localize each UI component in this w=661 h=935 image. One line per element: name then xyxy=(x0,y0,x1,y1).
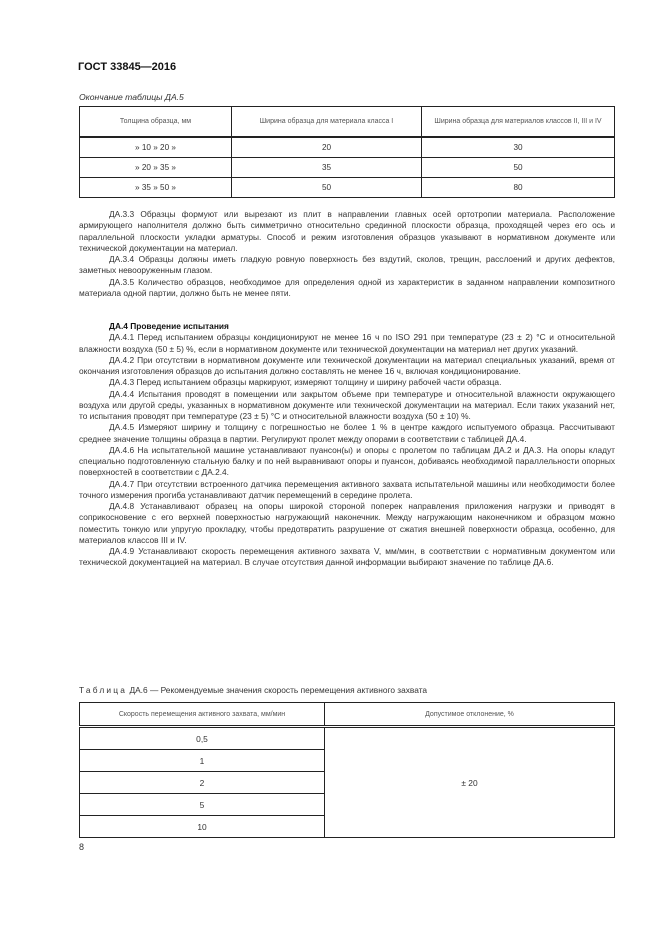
table-row xyxy=(80,158,615,178)
caption-text: ДА.6 — Рекомендуемые значения скорость перемещения активного захвата xyxy=(129,685,428,695)
paragraph: ДА.4.7 При отсутствии встроенного датчика перемещения активного захвата испытательной машины или необходимости более точного измерения прогиба устанавливают датчик перемещений в середине пролета. xyxy=(79,478,615,500)
cell: 35 xyxy=(232,158,422,178)
column-header: Ширина образца для материала класса I xyxy=(232,107,422,138)
cell: » 10 » 20 » xyxy=(80,137,232,158)
cell: 50 xyxy=(232,178,422,198)
table-row xyxy=(80,137,615,158)
paragraph: ДА.4.1 Перед испытанием образцы кондиционируют не менее 16 ч по ISO 291 при температуре (23 ± 2) °С и относительной влажности воздуха (50 ± 5) %, если в нормативном документе или технической документации на материал нет других указаний. xyxy=(79,332,615,354)
paragraph: ДА.4.6 На испытательной машине устанавливают пуансон(ы) и опоры с пролетом по таблицам ДА.2 и ДА.3. На опоры кладут специально подготовленную стальную балку и по ней выравнивают опоры и пуансон, добиваясь необходимой параллельности опорных поверхностей в соответствии с ДА.2.4. xyxy=(79,444,615,478)
table-6 xyxy=(79,702,615,838)
page-number: 8 xyxy=(79,842,85,852)
paragraph: ДА.4.3 Перед испытанием образцы маркируют, измеряют толщину и ширину рабочей части образца. xyxy=(109,377,502,388)
standard-header: ГОСТ 33845—2016 xyxy=(78,61,177,73)
paragraph: ДА.3.4 Образцы должны иметь гладкую ровную поверхность без вздутий, сколов, трещин, расслоений и других дефектов, заметных невооруженным глазом. xyxy=(79,254,615,276)
cell: » 20 » 35 » xyxy=(80,158,232,178)
column-header: Скорость перемещения активного захвата, мм/мин xyxy=(80,703,325,727)
cell: 20 xyxy=(232,137,422,158)
table-row xyxy=(80,178,615,198)
paragraph: ДА.3.3 Образцы формуют или вырезают из плит в направлении главных осей ортотропии материала. Расположение армирующего наполнителя должно быть симметрично относительно срединной плоскости образца, проходящей через его ось и параллельной плоскости укладки арматуры. Способ и режим изготовления образцов указывают в нормативном документе или технической документации на материал. xyxy=(79,209,615,253)
tolerance-cell: ± 20 xyxy=(325,727,615,838)
column-header: Толщина образца, мм xyxy=(80,107,232,138)
paragraph: ДА.4.2 При отсутствии в нормативном документе или технической документации на материал специальных указаний, время от окончания изготовления образцов до испытания должно составлять не менее 16 ч, включая кондиционирование. xyxy=(79,354,615,376)
paragraph: ДА.3.5 Количество образцов, необходимое для определения одной из характеристик в заданном направлении композитного материала одной партии, должно быть не менее пяти. xyxy=(79,276,615,298)
cell: 1 xyxy=(80,750,325,772)
table-6-caption xyxy=(79,685,427,695)
column-header: Ширина образца для материалов классов II, III и IV xyxy=(422,107,615,138)
column-header: Допустимое отклонение, % xyxy=(325,703,615,727)
caption-label: Таблица xyxy=(79,685,128,695)
paragraph: ДА.4.9 Устанавливают скорость перемещения активного захвата V, мм/мин, в соответствии с нормативным документом или технической документацией на материал. В случае отсутствия данной информации выбирают значение по таблице ДА.6. xyxy=(79,546,615,568)
cell: » 35 » 50 » xyxy=(80,178,232,198)
paragraph: ДА.4.4 Испытания проводят в помещении или закрытом объеме при температуре и относительной влажности окружающего воздуха или другой среды, указанных в нормативном документе или технической документации на материал. Если таких указаний нет, то испытания проводят при температуре (23 ± 5) °С и относительной влажности воздуха (50 ± 10) %. xyxy=(79,388,615,421)
cell: 5 xyxy=(80,794,325,816)
section-3-text xyxy=(79,209,615,299)
table-5 xyxy=(79,106,615,198)
cell: 50 xyxy=(422,158,615,178)
cell: 2 xyxy=(80,772,325,794)
paragraph: ДА.4.5 Измеряют ширину и толщину с погрешностью не более 1 % в центре каждого испытуемого образца. Рассчитывают среднее значение толщины образца в партии. Регулируют пролет между опорами в соответствии с таблицей ДА.4. xyxy=(79,422,615,444)
cell: 10 xyxy=(80,816,325,838)
cell: 30 xyxy=(422,137,615,158)
table-5-caption: Окончание таблицы ДА.5 xyxy=(79,92,184,102)
section-heading: ДА.4 Проведение испытания xyxy=(109,321,229,331)
cell: 80 xyxy=(422,178,615,198)
table-row xyxy=(80,727,615,750)
paragraph: ДА.4.8 Устанавливают образец на опоры широкой стороной поперек направления приложения нагрузки и приводят в соприкосновение с его верхней поверхностью нагружающий наконечник. Между нагружающим наконечником и образцом можно поместить тонкую или упругую прокладку, чтобы предотвратить разрушение от сжатия внешней поверхности образца, особенно, для материалов классов III и IV. xyxy=(79,501,615,545)
section-4-text xyxy=(79,321,615,569)
cell: 0,5 xyxy=(80,727,325,750)
